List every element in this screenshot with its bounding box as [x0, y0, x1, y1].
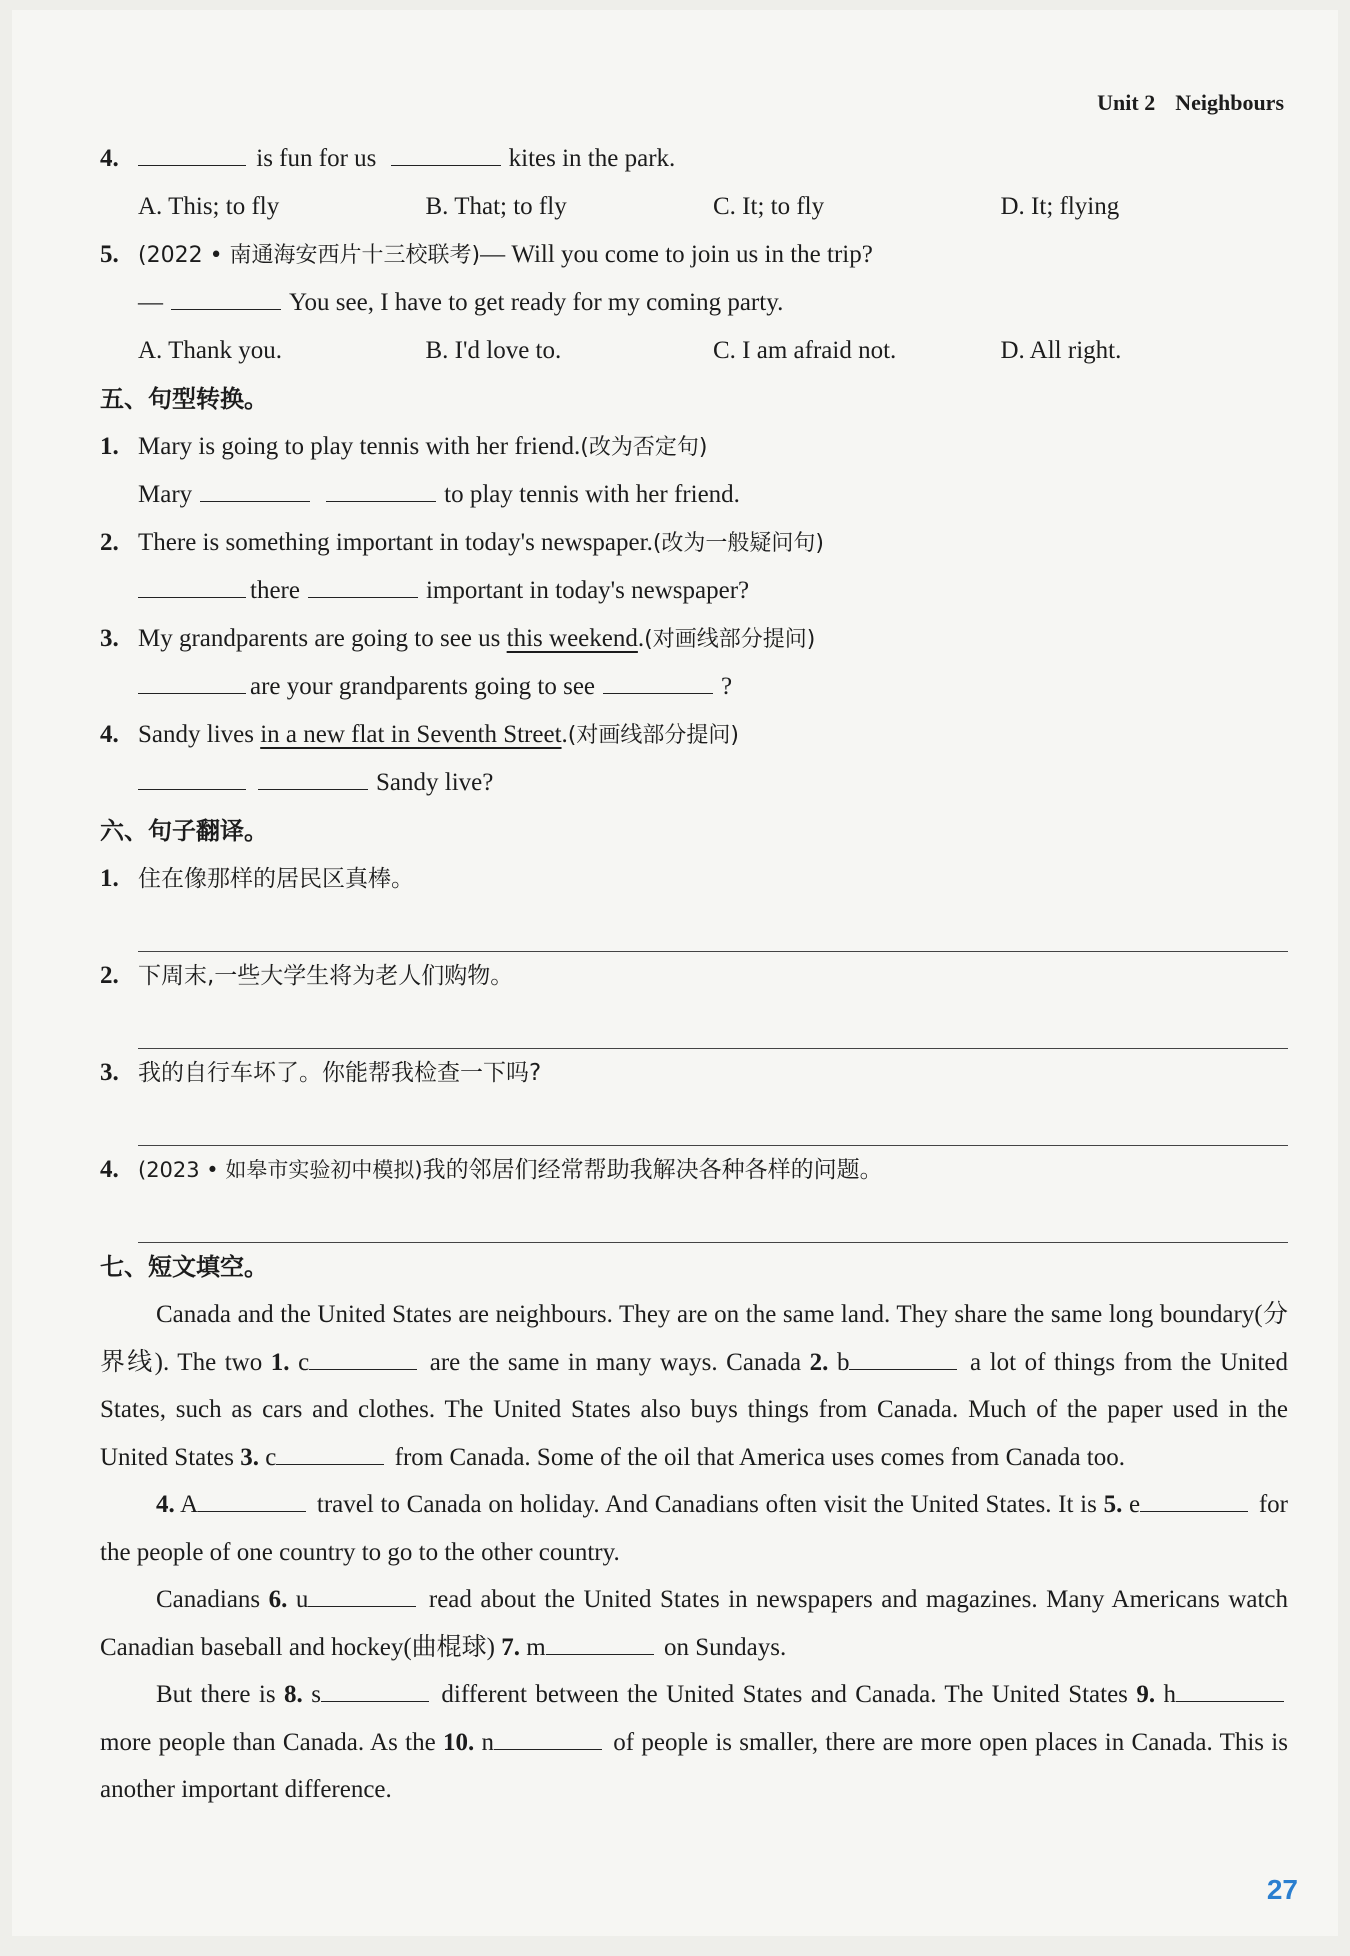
question-number: 4. — [100, 145, 119, 172]
blank-number: 3. — [240, 1443, 260, 1471]
answer-blank[interactable] — [138, 567, 246, 598]
blank-number: 2. — [809, 1348, 829, 1376]
answer-text: are your grandparents going to see — [250, 673, 596, 700]
item-text: Mary is going to play tennis with her friend. — [138, 433, 581, 460]
item-number: 3. — [100, 625, 119, 652]
question-text: — Will you come to join us in the trip? — [480, 241, 873, 268]
blank-hint-letter: s — [311, 1681, 321, 1708]
item-number: 1. — [100, 433, 119, 460]
answer-blank[interactable] — [494, 1719, 602, 1750]
blank-number: 4. — [156, 1491, 175, 1518]
answer-text: there — [250, 577, 300, 604]
option-a[interactable]: A. Thank you. — [138, 337, 282, 364]
s6-item-3 — [100, 1049, 1288, 1097]
answer-blank[interactable] — [200, 471, 310, 502]
passage-text: are the same in many ways. Canada — [421, 1348, 810, 1376]
item-number: 1. — [100, 865, 119, 892]
workbook-page — [12, 10, 1338, 1936]
answer-blank[interactable] — [258, 759, 368, 790]
answer-blank[interactable] — [138, 135, 246, 166]
section-7-title: 七、短文填空。 — [100, 1253, 268, 1281]
passage-text: more people than Canada. As the — [100, 1681, 1295, 1756]
blank-number: 6. — [268, 1586, 288, 1613]
answer-blank[interactable] — [276, 1434, 384, 1465]
item-number: 2. — [100, 529, 119, 556]
passage-text: But there is — [156, 1681, 285, 1708]
passage-paragraph-2 — [100, 1481, 1295, 1576]
s5-item-4 — [100, 711, 1288, 759]
item-number: 4. — [100, 1156, 119, 1183]
passage-paragraph-1 — [100, 1291, 1295, 1481]
option-c[interactable]: C. It; to fly — [713, 193, 825, 220]
s5-item-4-answer — [100, 759, 1288, 807]
answer-blank[interactable] — [1176, 1671, 1284, 1702]
answer-suffix: to play tennis with her friend. — [444, 481, 740, 508]
item-instruction: (改为一般疑问句) — [652, 531, 824, 556]
item-number: 4. — [100, 721, 119, 748]
question-text: kites in the park. — [508, 145, 676, 172]
answer-blank[interactable] — [309, 1339, 417, 1370]
blank-hint-letter: m — [526, 1633, 546, 1661]
question-4-options — [100, 183, 1288, 231]
s5-item-1 — [100, 423, 1288, 471]
s6-item-1 — [100, 855, 1288, 903]
answer-blank[interactable] — [138, 759, 246, 790]
passage-paragraph-3 — [100, 1576, 1295, 1671]
passage-text: a lot of things from the United States, such as cars and clothes. The United States also buys things from Canada. Much of the paper used in the United States — [100, 1348, 1295, 1471]
answer-blank[interactable] — [546, 1624, 654, 1655]
dash: — — [138, 289, 163, 316]
passage-text: from Canada. Some of the oil that America uses comes from Canada too. — [388, 1443, 1125, 1471]
running-head — [1097, 90, 1284, 116]
question-5 — [100, 231, 1288, 279]
passage-text: on Sundays. — [657, 1633, 787, 1661]
s5-item-3-answer — [100, 663, 1288, 711]
item-text: . — [561, 721, 568, 748]
s6-item-2 — [100, 952, 1288, 1000]
cloze-passage — [100, 1291, 1295, 1814]
item-instruction: (对画线部分提问) — [567, 723, 739, 748]
answer-blank[interactable] — [198, 1481, 306, 1512]
item-instruction: (改为否定句) — [580, 435, 708, 460]
blank-hint-letter: c — [265, 1443, 277, 1471]
option-b[interactable]: B. That; to fly — [425, 193, 567, 220]
option-a[interactable]: A. This; to fly — [138, 193, 280, 220]
s6-item-4 — [100, 1146, 1288, 1194]
answer-suffix: ? — [721, 673, 733, 700]
question-number: 5. — [100, 241, 119, 268]
answer-suffix: important in today's newspaper? — [425, 577, 750, 604]
item-text: 我的邻居们经常帮助我解决各种各样的问题。 — [422, 1157, 883, 1183]
s5-item-2 — [100, 519, 1288, 567]
question-text: is fun for us — [256, 145, 377, 172]
answer-blank[interactable] — [1140, 1481, 1248, 1512]
item-number: 2. — [100, 962, 119, 989]
s5-item-2-answer — [100, 567, 1288, 615]
option-c[interactable]: C. I am afraid not. — [713, 337, 897, 364]
blank-hint-letter: h — [1163, 1681, 1177, 1708]
passage-text: Canada and the United States are neighbours. They are on the same land. They share the same long boundary(分界线). The two — [100, 1301, 1288, 1376]
answer-line[interactable] — [138, 1097, 1288, 1146]
underlined-phrase: this weekend — [506, 625, 638, 652]
s5-item-1-answer — [100, 471, 1288, 519]
underlined-phrase: in a new flat in Seventh Street — [260, 721, 562, 748]
page-number: 27 — [1266, 1874, 1298, 1905]
blank-hint-letter: u — [295, 1586, 309, 1613]
answer-line[interactable] — [138, 1194, 1288, 1243]
passage-text: of people is smaller, there are more open places in Canada. This is another important difference. — [100, 1728, 1295, 1803]
question-source: (2022 • 南通海安西片十三校联考) — [138, 243, 481, 268]
option-b[interactable]: B. I'd love to. — [425, 337, 562, 364]
passage-text: travel to Canada on holiday. And Canadians often visit the United States. It is — [310, 1491, 1104, 1518]
unit-label: Unit 2 — [1097, 90, 1156, 115]
answer-line[interactable] — [138, 903, 1288, 952]
item-text: 住在像那样的居民区真棒。 — [138, 866, 414, 892]
page-content — [100, 135, 1295, 1814]
item-text: 我的自行车坏了。你能帮我检查一下吗? — [138, 1060, 542, 1086]
item-source: (2023 • 如皋市实验初中模拟) — [138, 1158, 423, 1182]
unit-title: Neighbours — [1175, 90, 1284, 115]
question-text: You see, I have to get ready for my coming party. — [289, 289, 784, 316]
answer-blank[interactable] — [138, 663, 246, 694]
passage-text: different between the United States and Canada. The United States — [432, 1681, 1137, 1708]
item-text: My grandparents are going to see us — [138, 625, 507, 652]
answer-blank[interactable] — [308, 1576, 416, 1607]
section-6-title: 六、句子翻译。 — [100, 817, 268, 845]
answer-blank[interactable] — [603, 663, 713, 694]
item-text: 下周末,一些大学生将为老人们购物。 — [138, 963, 514, 989]
passage-paragraph-4 — [100, 1671, 1295, 1814]
answer-blank[interactable] — [326, 471, 436, 502]
answer-blank[interactable] — [321, 1671, 429, 1702]
blank-hint-letter: A — [180, 1491, 199, 1518]
blank-number: 1. — [270, 1348, 290, 1376]
blank-hint-letter: n — [481, 1728, 494, 1756]
answer-blank[interactable] — [308, 567, 418, 598]
question-4 — [100, 135, 1288, 183]
item-text: Sandy lives — [138, 721, 261, 748]
blank-number: 9. — [1136, 1681, 1156, 1708]
s5-item-3 — [100, 615, 1288, 663]
option-d[interactable]: D. All right. — [1000, 337, 1122, 364]
item-number: 3. — [100, 1059, 119, 1086]
question-5-reply — [100, 279, 1288, 327]
passage-text: read about the United States in newspapers and magazines. Many Americans watch Canadian baseball and hockey(曲棍球) — [100, 1586, 1295, 1661]
option-d[interactable]: D. It; flying — [1000, 193, 1120, 220]
answer-blank[interactable] — [171, 279, 281, 310]
blank-hint-letter: b — [836, 1348, 850, 1376]
blank-number: 5. — [1103, 1491, 1123, 1518]
blank-number: 10. — [442, 1728, 475, 1756]
question-5-options — [100, 327, 1288, 375]
section-5-title: 五、句型转换。 — [100, 385, 268, 413]
blank-hint-letter: c — [298, 1348, 310, 1376]
answer-suffix: Sandy live? — [376, 769, 494, 796]
answer-prefix: Mary — [138, 481, 193, 508]
blank-hint-letter: e — [1129, 1491, 1141, 1518]
answer-blank[interactable] — [391, 135, 501, 166]
answer-line[interactable] — [138, 1000, 1288, 1049]
item-text: There is something important in today's newspaper. — [138, 529, 653, 556]
blank-number: 8. — [284, 1681, 303, 1708]
passage-text: Canadians — [156, 1586, 269, 1613]
item-text: . — [637, 625, 645, 652]
answer-blank[interactable] — [849, 1339, 957, 1370]
item-instruction: (对画线部分提问) — [644, 627, 816, 652]
passage-text: for the people of one country to go to the other country. — [100, 1491, 1295, 1566]
blank-number: 7. — [501, 1633, 521, 1661]
